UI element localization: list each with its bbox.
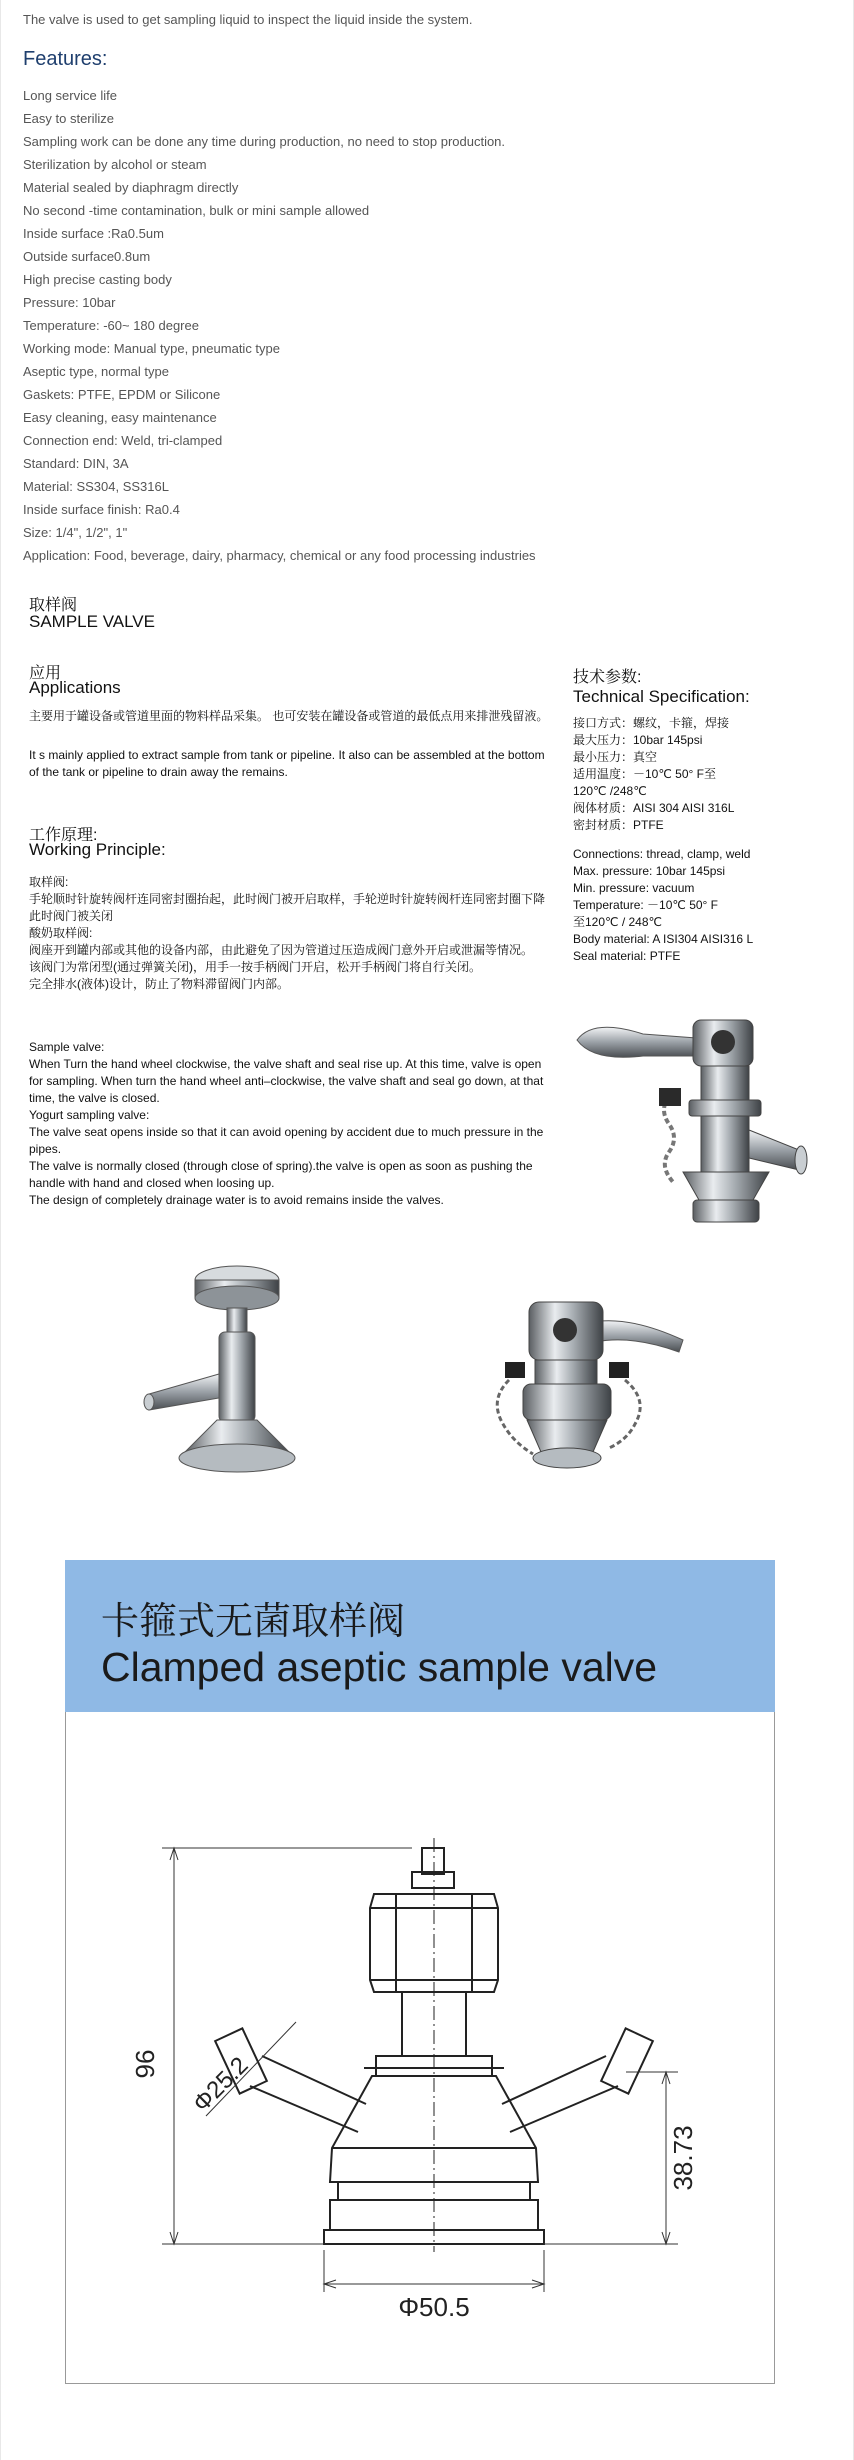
working-principle-line-en: Sample valve:: [29, 1040, 105, 1054]
feature-item: Application: Food, beverage, dairy, pharmacy, chemical or any food processing industries: [23, 548, 536, 563]
working-principle-line-cn: 酸奶取样阀:: [29, 926, 93, 940]
working-principle-line-en: Yogurt sampling valve:: [29, 1108, 150, 1122]
clamped-yogurt-valve-photo: [469, 1292, 689, 1482]
working-principle-line-cn: 手轮顺时针旋转阀杆连同密封圈抬起，此时阀门被开启取样，手轮逆时针旋转阀杆连同密封圈下降此时阀门被关闭: [29, 892, 546, 923]
spec-line-cn: 适用温度：－10℃ 50° F至: [573, 767, 716, 781]
feature-item: Working mode: Manual type, pneumatic type: [23, 341, 281, 356]
yogurt-valve-photo: [573, 1000, 833, 1232]
working-principle-line-en: The valve seat opens inside so that it can avoid opening by accident due to much pressure in the pipes.: [29, 1125, 544, 1156]
spec-line-cn: 接口方式：螺纹，卡箍，焊接: [573, 716, 730, 730]
spec-title-cn: 技术参数:: [573, 669, 642, 686]
working-principle-line-cn: 该阀门为常闭型(通过弹簧关闭)，用手一按手柄阀门开启，松开手柄阀门将自行关闭。: [29, 960, 481, 974]
working-principle-body-en: [29, 1039, 555, 1209]
spec-line-en: Max. pressure: 10bar 145psi: [573, 864, 726, 878]
spec-line-en: 至120℃ / 248℃: [573, 915, 662, 929]
working-principle-line-cn: 阀座开到罐内部或其他的设备内部，由此避免了因为管道过压造成阀门意外开启或泄漏等情况。: [29, 943, 534, 957]
applications-body-cn: 主要用于罐设备或管道里面的物料样品采集。 也可安装在罐设备或管道的最低点用来排泄残留液。: [29, 709, 549, 723]
spec-line-cn: 密封材质：PTFE: [573, 818, 664, 832]
feature-item: Pressure: 10bar: [23, 295, 116, 310]
feature-item: Easy to sterilize: [23, 111, 115, 126]
applications-body-en: It s mainly applied to extract sample from tank or pipeline. It also can be assembled at the bottom of the tank or pipeline to drain away the remains.: [29, 748, 545, 779]
technical-drawing: [65, 1560, 775, 2384]
intro-text: The valve is used to get sampling liquid to inspect the liquid inside the system.: [23, 12, 473, 27]
drawing-area: [65, 1712, 775, 2384]
feature-item: Outside surface0.8um: [23, 249, 151, 264]
working-principle-line-en: The valve is normally closed (through close of spring).the valve is open as soon as pushing the handle with hand and closed when loosing up.: [29, 1159, 533, 1190]
sheet-title-en: SAMPLE VALVE: [29, 612, 155, 631]
spec-lines-cn: [573, 715, 833, 834]
spec-line-cn: 最小压力：真空: [573, 750, 658, 764]
drawing-title-en: Clamped aseptic sample valve: [101, 1644, 658, 1690]
spec-line-cn: 最大压力：10bar 145psi: [573, 733, 703, 747]
dim-base-label: Φ50.5: [398, 2292, 470, 2322]
features-list: [23, 84, 536, 567]
feature-item: No second -time contamination, bulk or mini sample allowed: [23, 203, 370, 218]
feature-item: Inside surface finish: Ra0.4: [23, 502, 180, 517]
sheet-title-cn: 取样阀: [29, 597, 78, 614]
feature-item: Temperature: -60~ 180 degree: [23, 318, 199, 333]
valve-drawing: [66, 1712, 774, 2382]
working-principle-title-cn: 工作原理:: [29, 827, 98, 844]
feature-item: Gaskets: PTFE, EPDM or Silicone: [23, 387, 221, 402]
applications-title-en: Applications: [29, 678, 121, 697]
feature-item: Material sealed by diaphragm directly: [23, 180, 239, 195]
feature-item: Size: 1/4", 1/2", 1": [23, 525, 128, 540]
features-title: Features:: [23, 48, 108, 70]
feature-item: Aseptic type, normal type: [23, 364, 169, 379]
working-principle-line-cn: 完全排水(液体)设计，防止了物料滞留阀门内部。: [29, 977, 289, 991]
feature-item: Sterilization by alcohol or steam: [23, 157, 207, 172]
dim-port-label: Φ25.2: [187, 2051, 254, 2118]
feature-item: Inside surface :Ra0.5um: [23, 226, 164, 241]
dim-height-label: 96: [130, 2049, 160, 2079]
spec-line-en: Body material: A ISI304 AISI316 L: [573, 932, 754, 946]
feature-item: Standard: DIN, 3A: [23, 456, 129, 471]
spec-title-en: Technical Specification:: [573, 687, 750, 706]
working-principle-line-en: The design of completely drainage water is to avoid remains inside the valves.: [29, 1193, 444, 1207]
needle-sample-valve-photo: [139, 1262, 319, 1484]
spec-line-cn: 阀体材质：AISI 304 AISI 316L: [573, 801, 735, 815]
spec-line-cn: 120℃ /248℃: [573, 784, 647, 798]
applications-title-cn: 应用: [29, 665, 62, 682]
spec-line-en: Connections: thread, clamp, weld: [573, 847, 751, 861]
drawing-title-cn: 卡箍式无菌取样阀: [101, 1601, 406, 1643]
spec-lines-en: [573, 846, 833, 965]
feature-item: High precise casting body: [23, 272, 172, 287]
drawing-banner: [65, 1560, 775, 1712]
working-principle-line-cn: 取样阀:: [29, 875, 69, 889]
spec-line-en: Seal material: PTFE: [573, 949, 681, 963]
feature-item: Easy cleaning, easy maintenance: [23, 410, 217, 425]
feature-item: Sampling work can be done any time during production, no need to stop production.: [23, 134, 506, 149]
working-principle-line-en: When Turn the hand wheel clockwise, the valve shaft and seal rise up. At this time, valve is open for sampling. When turn the hand wheel anti–clockwise, the valve shaft and seal go down, at that time, the valve is closed.: [29, 1057, 544, 1105]
spec-line-en: Temperature: －10℃ 50° F: [573, 898, 719, 912]
spec-line-en: Min. pressure: vacuum: [573, 881, 695, 895]
working-principle-body-cn: [29, 874, 555, 993]
dim-outlet-label: 38.73: [668, 2125, 698, 2191]
working-principle-title-en: Working Principle:: [29, 840, 166, 859]
technical-specification: [573, 664, 833, 965]
feature-item: Material: SS304, SS316L: [23, 479, 169, 494]
feature-item: Long service life: [23, 88, 117, 103]
feature-item: Connection end: Weld, tri-clamped: [23, 433, 223, 448]
